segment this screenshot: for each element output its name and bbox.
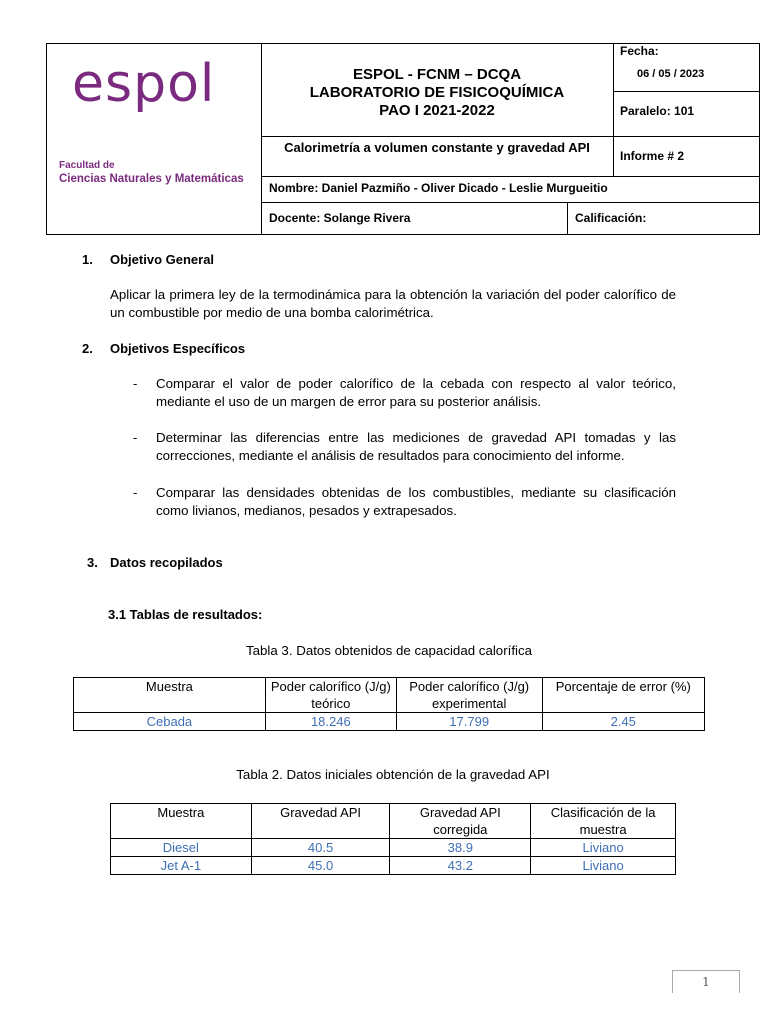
table2-caption: Tabla 2. Datos iniciales obtención de la gravedad API [236,767,550,782]
table-header-row [74,678,705,713]
section3-title: Datos recopilados [110,555,223,570]
section2-title: Objetivos Específicos [110,341,246,356]
table-row [111,839,676,857]
section1-text: Aplicar la primera ley de la termodinámica para la obtención la variación del poder calorífico de un combustible por medio de una bomba calorimétrica. [110,287,676,320]
table-header-cell: Muestra [111,804,252,839]
title-line1: ESPOL - FCNM – DCQA [352,66,522,83]
table-cell: 2.45 [542,713,704,731]
title-line2: LABORATORIO DE FISICOQUÍMICA [309,84,565,101]
table-cell: Diesel [111,839,252,857]
section1-number: 1. [82,252,93,267]
table3 [73,677,705,731]
table2 [110,803,676,875]
table-cell: 17.799 [396,713,542,731]
table3-caption: Tabla 3. Datos obtenidos de capacidad calorífica [245,643,533,658]
docente: Docente: Solange Rivera [269,211,411,225]
section3-number: 3. [87,555,98,570]
subsection-title: 3.1 Tablas de resultados: [108,607,263,622]
title-line3: PAO I 2021-2022 [379,102,495,119]
student-names: Nombre: Daniel Pazmiño - Oliver Dicado - Leslie Murgueitio [269,181,608,195]
objective-item: Comparar el valor de poder calorífico de la cebada con respecto al valor teórico, mediante el uso de un margen de error para su posterior análisis. [156,376,676,409]
report-subtitle: Calorimetría a volumen constante y gravedad API [284,140,590,155]
section1-title: Objetivo General [110,252,215,267]
table-header-row [111,804,676,839]
objective-item: Determinar las diferencias entre las mediciones de gravedad API tomadas y las correcciones, mediante el análisis de resultados para conocimiento del informe. [156,430,676,463]
header-table [46,43,760,235]
calificacion-label: Calificación: [575,211,647,225]
table-cell: Liviano [531,857,676,875]
page-number: 1 [672,970,740,993]
table-cell: 43.2 [390,857,531,875]
table-header-cell: Muestra [74,678,266,713]
paralelo: Paralelo: 101 [620,104,695,118]
informe-number: Informe # 2 [620,149,685,163]
table-header-cell: Clasificación de la muestra [531,804,676,839]
table-cell: Cebada [74,713,266,731]
table-header-cell: Poder calorífico (J/g) experimental [396,678,542,713]
table-cell: Liviano [531,839,676,857]
table-row [74,713,705,731]
table-cell: Jet A-1 [111,857,252,875]
table-header-cell: Poder calorífico (J/g) teórico [265,678,396,713]
table-cell: 18.246 [265,713,396,731]
bullet-dash: - [133,430,138,445]
table-header-cell: Gravedad API corregida [390,804,531,839]
section2-number: 2. [82,341,93,356]
faculty-line2: Ciencias Naturales y Matemáticas [59,173,244,185]
table-row [111,857,676,875]
faculty-line1: Facultad de [59,160,115,171]
objective-item: Comparar las densidades obtenidas de los combustibles, mediante su clasificación como livianos, medianos, pesados y extrapesados. [156,485,676,518]
bullet-dash: - [133,485,138,500]
table-cell: 45.0 [251,857,390,875]
table-header-cell: Gravedad API [251,804,390,839]
table-header-cell: Porcentaje de error (%) [542,678,704,713]
bullet-dash: - [133,376,138,391]
espol-logo: espol [72,54,216,114]
table-cell: 38.9 [390,839,531,857]
fecha-value: 06 / 05 / 2023 [637,68,705,80]
fecha-label: Fecha: [620,44,659,58]
table-cell: 40.5 [251,839,390,857]
